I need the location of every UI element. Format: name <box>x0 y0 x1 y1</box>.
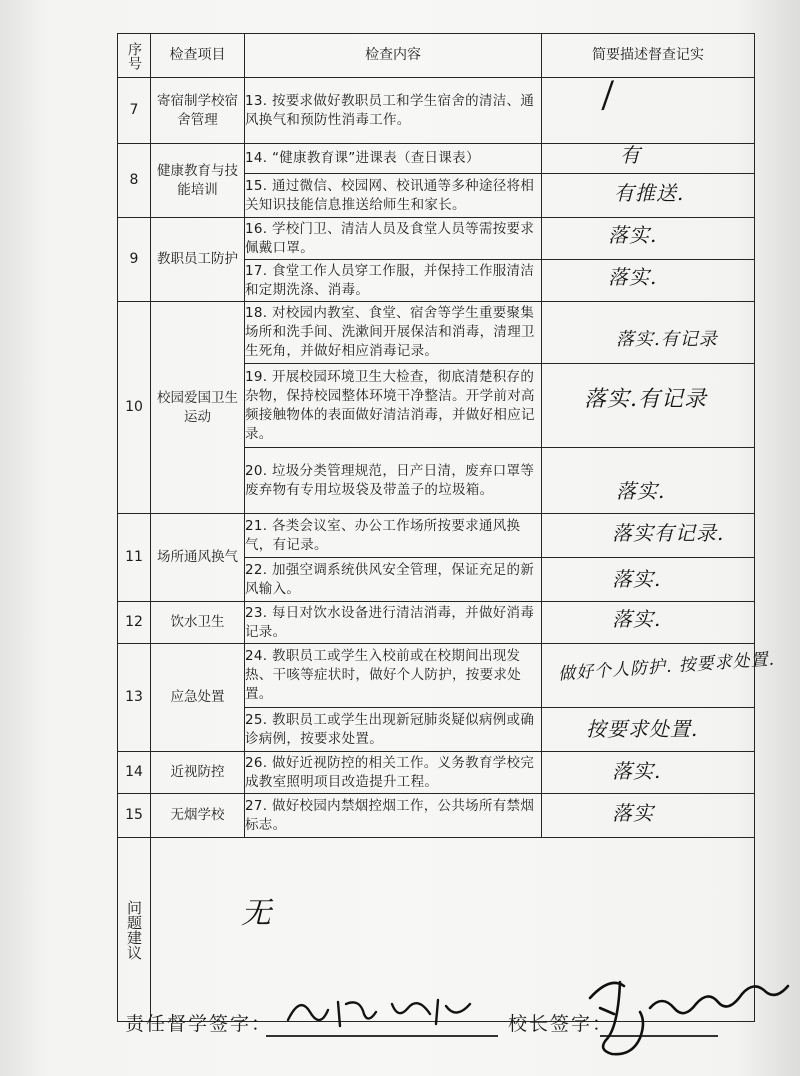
row-item: 教职员工防护 <box>151 218 245 302</box>
row-content: 22. 加强空调系统供风安全管理，保证充足的新风输入。 <box>245 558 542 602</box>
issues-value: 无 <box>241 896 272 931</box>
row-content: 13. 按要求做好教职员工和学生宿舍的清洁、通风换气和预防性消毒工作。 <box>245 78 542 144</box>
record-text: 落实.有记录 <box>616 329 718 350</box>
inspection-table <box>117 33 776 1022</box>
record-text: 落实 <box>612 801 654 825</box>
table-row <box>118 218 755 260</box>
row-record <box>542 74 755 144</box>
record-text: 落实有记录. <box>612 521 725 545</box>
row-item: 应急处置 <box>151 644 245 752</box>
row-item: 校园爱国卫生运动 <box>151 302 245 514</box>
row-item: 无烟学校 <box>151 794 245 838</box>
row-content: 26. 做好近视防控的相关工作。义务教育学校完成教室照明项目改造提升工程。 <box>245 752 542 794</box>
row-record <box>542 558 755 602</box>
header-item: 检查项目 <box>151 34 245 78</box>
record-text: 落实.有记录 <box>584 387 707 412</box>
row-number: 10 <box>118 302 151 514</box>
row-content: 27. 做好校园内禁烟控烟工作，公共场所有禁烟标志。 <box>245 794 542 838</box>
row-number: 9 <box>118 218 151 302</box>
header-content: 检查内容 <box>245 34 542 78</box>
table-header-row <box>118 34 755 78</box>
row-content: 15. 通过微信、校园网、校讯通等多种途径将相关知识技能信息推送给师生和家长。 <box>245 174 542 218</box>
row-content: 14. “健康教育课”进课表（查日课表） <box>245 144 542 174</box>
record-text: 落实. <box>612 759 662 783</box>
record-text: 做好个人防护. 按要求处置. <box>557 649 776 685</box>
record-text: / <box>599 74 618 116</box>
row-record <box>542 302 755 364</box>
row-record <box>542 448 755 514</box>
principal-signature <box>580 968 795 1064</box>
row-content: 17. 食堂工作人员穿工作服，并保持工作服清洁和定期洗涤、消毒。 <box>245 260 542 302</box>
table-row <box>118 302 755 364</box>
record-text: 落实. <box>608 223 658 247</box>
row-record <box>542 708 755 752</box>
record-text: 落实. <box>616 479 666 503</box>
header-no: 序号 <box>118 34 151 78</box>
row-number: 15 <box>118 794 151 838</box>
table-row <box>118 752 755 794</box>
issues-label: 问题建议 <box>118 838 151 1022</box>
table-row <box>118 794 755 838</box>
record-text: 落实. <box>612 567 662 591</box>
row-record <box>542 794 755 838</box>
row-record <box>542 174 755 218</box>
row-number: 13 <box>118 644 151 752</box>
row-content: 24. 教职员工或学生入校前或在校期间出现发热、干咳等症状时，做好个人防护，按要求处置。 <box>245 644 542 708</box>
row-item: 饮水卫生 <box>151 602 245 644</box>
row-content: 21. 各类会议室、办公工作场所按要求通风换气，有记录。 <box>245 514 542 558</box>
row-number: 14 <box>118 752 151 794</box>
row-content: 23. 每日对饮水设备进行清洁消毒，并做好消毒记录。 <box>245 602 542 644</box>
row-record <box>542 218 755 260</box>
row-record <box>542 514 755 558</box>
row-number: 8 <box>118 144 151 218</box>
row-record <box>542 260 755 302</box>
record-text: 落实. <box>608 265 658 289</box>
supervisor-signature-label: 责任督学签字： <box>125 1013 273 1035</box>
table-row <box>118 602 755 644</box>
supervisor-signature <box>280 990 480 1036</box>
record-text: 有推送. <box>614 181 685 205</box>
row-record <box>542 364 755 448</box>
header-record: 简要描述督查记实 <box>542 34 755 78</box>
table-row <box>118 144 755 174</box>
row-item: 健康教育与技能培训 <box>151 144 245 218</box>
table-row <box>118 78 755 144</box>
row-content: 19. 开展校园环境卫生大检查，彻底清楚积存的杂物，保持校园整体环境干净整洁。开学前对高频接触物体的表面做好清洁消毒，并做好相应记录。 <box>245 364 542 448</box>
row-content: 18. 对校园内教室、食堂、宿舍等学生重要聚集场所和洗手间、洗漱间开展保洁和消毒，清理卫生死角，并做好相应消毒记录。 <box>245 302 542 364</box>
row-record <box>542 644 776 708</box>
row-record <box>542 752 755 794</box>
row-content: 16. 学校门卫、清洁人员及食堂人员等需按要求佩戴口罩。 <box>245 218 542 260</box>
table-row <box>118 644 755 708</box>
row-number: 7 <box>118 78 151 144</box>
row-item: 寄宿制学校宿舍管理 <box>151 78 245 144</box>
row-content: 20. 垃圾分类管理规范，日产日清，废弃口罩等废弃物有专用垃圾袋及带盖子的垃圾箱。 <box>245 448 542 514</box>
principal-signature-label: 校长签字： <box>508 1013 614 1035</box>
row-record <box>542 602 755 644</box>
row-record <box>542 144 755 174</box>
row-item: 场所通风换气 <box>151 514 245 602</box>
record-text: 按要求处置. <box>586 717 699 741</box>
record-text: 有 <box>620 143 641 167</box>
row-content: 25. 教职员工或学生出现新冠肺炎疑似病例或确诊病例，按要求处置。 <box>245 708 542 752</box>
record-text: 落实. <box>612 607 662 631</box>
table-row <box>118 514 755 558</box>
row-number: 11 <box>118 514 151 602</box>
row-number: 12 <box>118 602 151 644</box>
row-item: 近视防控 <box>151 752 245 794</box>
